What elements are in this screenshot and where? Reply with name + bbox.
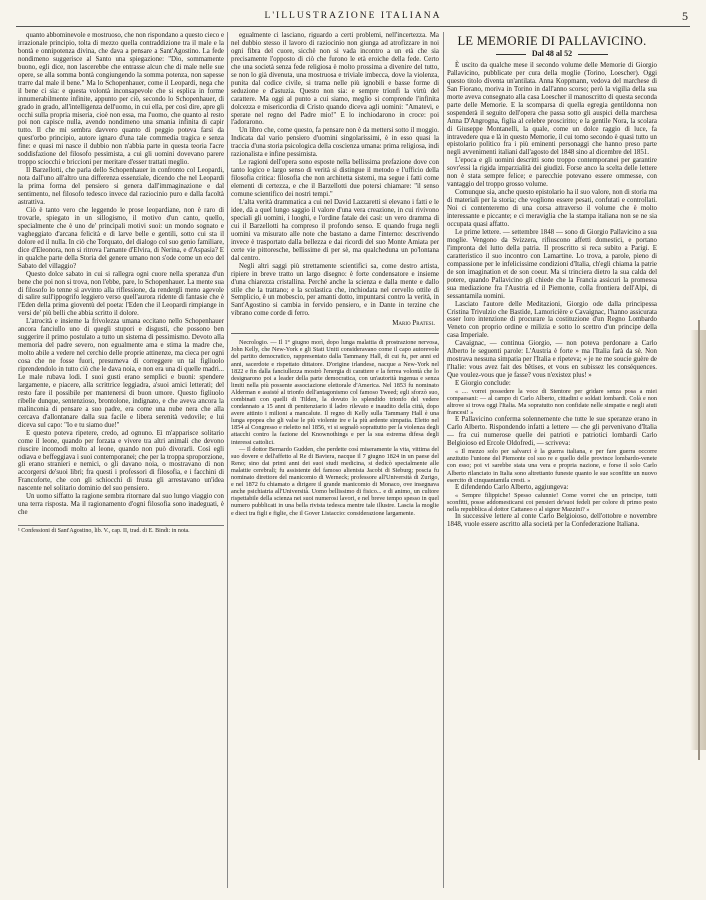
column-rule-2 — [443, 32, 444, 888]
page-number: 5 — [682, 9, 688, 23]
col1-paragraph: L'atrocità e insieme la frivolezza umana eccitano nello Schopenhauer ancora fanciullo uno di quegli stupori e disgusti, che possono ben suggerire il primo postulato a tutto un sistema di pessimismo. Devoto alla memoria del padre severo, non egualmente ama e stima la madre che, molto abile a vedere nel cerchio delle proprie attinenze, ma cieca per ogni cosa che ne fosse fuori, presumeva di correggere un tal figliuolo riprendendolo in tutto ciò che le dava noia, e non era una di quelle madri... Le male rubava lodi. I suoi gusti erano semplici e buoni: spendere largamente, e piacere, alla scrittrice leggiadra, a'suoi amici letterati; del resto fare il possibile per mantenersi di buon umore. Questo figliuolo ribelle dunque, sentenzioso, brontolone, indignato, e che aveva ancora la malinconia di pensare a suo padre, era come una nube nera che alla cercava d'allontanare dalla sua facile e libera serenità vedovile; e lui diceva sul capo: "Io e tu siamo due!" — [18, 318, 224, 429]
footnote: ¹ Confessioni di Sant'Agostino, lib. V., cap. II, trad. di E. Bindi: in nota. — [18, 525, 224, 535]
col1-paragraph: E questo poteva ripetere, credo, ad ognuno. Ei m'apparisce solitario come il leone, quando per forzata e vivere tra altri animali che devono riuscire incomodi molto al leone, quando non può divorarli. Così egli odiava e beffeggiava i suoi contemporanei; che per la troppa sproporzione, gli erano stranieri e nemici, o gli davano noia, o mostravano di non accorgersi de'suoi libri; fra questi i professori di filosofia, e i facchini di Francoforte, che con gli schiocchi di frusta gli arrestavano un'idea nascente nel solitario dominio del suo pensiero. — [18, 429, 224, 493]
col3-paragraph: È uscito da qualche mese il secondo volume delle Memorie di Giorgio Pallavicino, pubblicate per cura della moglie (Torino, Loescher). Oggi questo titolo diventa un'antilata. Anna Koppmann, vedova del marchese di San Fiorano, moriva in Torino in dall'anno scorso; però la vigilia della sua morte aveva consegnato alla casa Loescher il manoscritto di questa seconda parte delle Memorie. E la scomparsa di quella egregia gentildonna non sospenderà il seguito dell'opera che passa sotto gli auspici della marchesa Anna D'Angrogna, figlia al celebre prosciritto; e la gentile Nora, la scolara di Giuseppe Montanelli, la quale, come un dolce raggio di luce, fa intravedere qua e là in questo Memorie, il cui tomo secondo è quasi tutto un epistolario politico fra i più eminenti personaggi che hanno preso parte negli avvenimenti italiani dall'agosto del 1848 sino al dicembre del 1851. — [447, 61, 657, 157]
col3-paragraph: E difendendo Carlo Alberto, aggiungeva: — [455, 483, 569, 491]
article-title: LE MEMORIE DI PALLAVICINO. — [457, 34, 647, 48]
col2-paragraph: Le ragioni dell'opera sono esposte nella bellissima prefazione dove con tanto logico e largo senso di verità si distingue il metodo e l'ufficio della filosofia critica: filosofia che non architetta sistemi, ma segue i fatti come elementi di certezza, e che il Barzellotti due potersi chiamare: "il senso comune scientifico dei nostri tempi." — [231, 159, 439, 199]
col1-paragraph: Questo dolce sabato in cui si rallegra ogni cuore nella speranza d'un bene che poi non si trova, non l'ebbe, pare, lo Schopenhauer. La mente sua di filosofo lo tenne sì avvinto alla riflessione, da rendergli meno agevole di salire sull'ippogrifo leggiero verso quell'aurora ridente di fantasie che è l'Eden della prima gioventù del poeta: l'Eden che il Leopardi rimpiange in versi de' più belli che abbia scritto il dolore. — [18, 270, 224, 318]
page-edge-line — [698, 320, 700, 760]
page-header — [16, 8, 690, 27]
col1-paragraph: Ciò è tanto vero che leggendo le prose leopardiane, non è raro di trovarle, spiegato in un sillogismo, il motivo d'un canto, quello, specialmente che è uno de' principali motivi suoi: un mondo sognato e vagheggiato d'arcana felicità e di larve belle e gentili, sotto cui sta il dolore ed il nulla. In ciò che Torquato, del dialogo col suo genio familiare, dice d'Eleonora, non si ritrova l'amante d'Elvira, di Nerina, e d'Aspasia? E in qualche parte della Storia del genere umano non s'ode come un eco del Sabato del villaggio? — [18, 206, 224, 270]
article-subtitle: Dal 48 al 52 — [447, 50, 657, 58]
necrology-paragraph: — Il dottor Bernardo Gudden, che perdette così miseramente la vita, vittima del suo dovere e dell'affetto al Re di Baviera, nacque il 7 giugno 1824 in un paese del Reno; sino dai primi anni dei suoi studi medicina, si dedicò specialmente alle malattie cerebrali; fu assistente del famoso alienista Jacobi di Sieburg; poscia fu nominato direttore del manicomio di Werneck; professore all'Università di Zurigo, e nel 1872 fu chiamato a dirigere il grande manicomio di Monaco, ove insegnava anche psichiatria all'Università. Uomo bellissimo di fisico... e di animo, un cultore rispettabile della scienza nei suoi numerosi lavori, e nel breve tempo spesso in quel numero pubblicati in una bella rivista tedesca mentre tale illustre. Lascia la moglie e dieci tra figli e figlie, che il Gover Listaccio: considerazione largamente. — [231, 445, 439, 517]
running-head: L'ILLUSTRAZIONE ITALIANA — [264, 11, 442, 21]
column-2 — [231, 32, 439, 517]
col1-paragraph: quanto abbominevole e mostruoso, che non rispondano a questo cieco e irrazionale principio, tolta di mezzo quella contraddizione tra il male e la bontà e onnipotenza divina, che dava a pensare a Sant'Agostino. La fede nondimeno suggerisce al Santo una spiegazione: "Dio, sommamente buono, egli dice, non lascerebbe che entrasse alcun che di male nelle sue opere, se alla somma bontà congiungendo la somma potenza, non sapesse trarre dal male il bene." Ma lo Schopenhauer, come il Leopardi, nega che il bene ci sia: e questa volontà inconsapevole che si esplica in forme innumerabilmente infinite, appunto per ciò, secondo lo Schopenhauer, di grado in grado, all'intelligenza dell'uomo, in cui ella, per così dire, apre gli occhi sulla propria miseria, cioè non essa, ma l'uomo, che quanto al resto poi non capisce nulla, avendo nondimeno una smania infinita di capir tutto. Il che mi sembra davvero quanto di peggio poteva farsi da quest'orbo principio, autore ignaro d'una tale commedia tragica e senza fine: e quasi mi nasce il dubbio non n'abbia parte in questa teoria l'acre soddisfazione del filosofo pessimista, a cui gli uomini dovevano parere troppo sciocchi e briccioni per meritare d'esser trattati meglio. — [18, 32, 224, 167]
col2-paragraph: Negli altri saggi più strettamente scientifici sa, come destro artista, ripiere in breve tratto un largo disegno: è forte condensatore e insieme d'una chiarezza cristallina. Perché anche la scienza e dalla mente e dallo stile che la trattano; e la scolastica che, inchiodata nel cervello ottile di Semplicio, è un mobescio, per amanti dotto, impuntarsi contro la verità, in Sant'Agostino si cambia in fervido pensiero, e in Dante in terzine che vibrano come corde di ferro. — [231, 262, 439, 318]
col3-paragraph: Cavaignac, — continua Giorgio, — non poteva perdonare a Carlo Alberto le seguenti parole: L'Austria è forte » ma l'Italia farà da sè. Non mostrava nessuna simpatia per l'Italia e ripeteva; « je ne me soucie guère de l'Italie: vous avez fait des bêtises, et vous en subissez les conséquences. Que voulez-vous que je fasse? vous n'existez plus! » — [447, 340, 657, 380]
article-signature: Mario Pratesi. — [392, 319, 435, 328]
col3-paragraph: E Giorgio conclude: — [455, 380, 511, 388]
col3-quote: « Il mezzo solo per salvarci è la guerra italiana, e per fare guerra occorre anzitutto l'unione del Piemonte col suo re e quello delle province lombardo-venete con esso; poi vi sarebbe stata una vera e propria nazione, e forse il solo Carlo Alberto rilanciato in Italia sono altrettanto funeste quanto le sue sconfitte un nuovo esercito di cinquantamila cresti. » — [447, 448, 657, 484]
col3-paragraph: In successive lettere al conte Carlo Belgioioso, dell'ottobre e novembre 1848, vuole essere ascritto alla società per la Confederazione Italiana. — [447, 512, 657, 528]
column-3 — [447, 32, 657, 529]
column-rule-1 — [227, 32, 228, 888]
col2-paragraph: Un libro che, come questo, fa pensare non è da mettersi sotto il moggio. Indicata dal vario pensiero d'uomini singolarissimi, è in esso quasi la traccia d'una storia psicologica della coscienza umana: prima religiosa, indi razionalista e infine pessimista. — [231, 127, 439, 159]
col1-paragraph: Un uomo siffatto la ragione sembra ritornare dal suo lungo viaggio con una terra risposta. Ma il ragionamento d'ogni filosofia sono inadeguati, è che — [18, 493, 224, 517]
col2-paragraph: egualmente ci lasciano, riguardo a certi problemi, nell'incertezza. Ma nel dubbio stesso il lavoro di raziocinio non giunga ad atrofizzare in noi ogni fibra del cuore, sicchè non si vada incontro a un età che sia precisamente l'opposto di ciò che furono le età eroiche della fede. Certo che una società senza fede religiosa è molto prossima a divenire del tutto, se non lo già divenuta, una mostruosa e triviale imbecca, dove la violenza, punita dal codice civile, si trama nelle più ignobili e basse forme di seduzione e d'astuzia. Questo non sia: e sempre trionfi la virtù del carattere. Ma oggi al punto a cui siamo, meglio si comprende l'infinita dolcezza e misericordia di Cristo quando diceva agli uomini: "Amatevi, e sperate nel regno del Padre mio!" E lo inchiodarono in croce: poi l'adorarono. — [231, 32, 439, 127]
col3-quote: « .... vorrei possedere la voce di Stentore per gridare senza posa a miei compaesani: — al campo di Carlo Alberto, cittadini e soldati lombardi. Colà e non altrove si trova oggi l'Italia. Ma sopratutto non confidate nelle simpatie e negli aiuti francesi! » — [447, 388, 657, 417]
col3-paragraph: Le prime lettere. — settembre 1848 — sono di Giorgio Pallavicino a sua moglie. Vengono da Svizzera, rifiuscono affetti domestici, e portano l'impronta del lutto della patria. Il proscritto si reca subito a Parigi. E caratteristico il suo incontro con Lamartine. Lo trova, a parole, pieno di compassione per le infelicissime condizioni d'Italia, ch'egli chiama la patrie de son imagination et de son coeur. Ma si trinciera dietro la sua calda del potere, quando Pallavicino gli chiede che la Francia assicuri la promessa sua mediazione fra l'Austria ed il Piemonte, colla frontiera dell'Alpi, di sessantamila uomini. — [447, 228, 657, 300]
necrology-paragraph: Necrologio. — Il 1° giugno morì, dopo lunga malattia di prostrazione nervosa, John Kelly, che New-York e gli Stati Uniti consideravano come il capo autorevole del partito democratico, rappresentato dalla Tammany Hall, di cui fu, per anni ed anni, sacerdote e rispettato dittatore. D'origine irlandese, nacque a New-York nel 1822 e fin dalla fanciullezza mostrò l'energia di carattere e la ferrea volontà che lo designarono poi a leader della parte democratica, con un'autorità ingenua e senza limiti nella più possente associazione elettorale d'America. Nel 1853 fu nominato Alderman e assisté al trionfo dell'antagonismo col famoso Tweed; egli sforzò suo, combinati con quelli di Tilden, la dovuto lo splendido trionfo del vedere condannato a 15 anni di penitenziario il ladro rilevato e inaudito della città, dopo avere attinto i milioni a mancalute. Il regno di Kelly sulla Tammany Hall è una lunga epopea che gli valse le più violente ire e la più ardente simpatia. Eletto nel 1854 al Congresso e rieletto nel 1856, vi si segnalò soprattutto per la violenza degli attacchi contro la fazione del Knownothings e per la sua estrema difesa degli interessi cattolici. — [231, 339, 439, 446]
col3-paragraph: E Pallavicino conferma solennemente che tutte le sue speranze erano in Carlo Alberto. Rispondendo infatti a lettere — che gli pervenivano d'Italia — fra cui numerose quelle dei patrioti e patriotici lombardi Carlo Belgioioso ed Ercole Oldofredi, — scriveva: — [447, 416, 657, 448]
col3-paragraph: Comunque sia, anche questo epistolario ha il suo valore, non di storia ma di materiali per la storia; che vogliono essere pesati, confutati e controllati. Noi ci contenteremo di una corsa attraverso il volume che è molto interessante e piccante; e ci meraviglia che la stampa italiana non se ne sia occupata quasi affatto. — [447, 189, 657, 229]
section-divider — [231, 333, 439, 334]
col1-paragraph: Il Barzellotti, che parla dello Schopenhauer in confronto col Leopardi, nota dall'uno all'altro una differenza essenziale, dicendo che nel Leopardi la prima forma del pensiero si genera dall'immaginazione e dal sentimento, nel filosofo tedesco invece dal raziocinio puro e dalla facoltà astrattiva. — [18, 167, 224, 207]
column-1 — [18, 32, 224, 535]
col3-paragraph: Lasciato l'autore delle Meditazioni, Giorgio ode dalla principessa Cristina Trivulzio che Bastide, Lamoricière e Cavaignac, l'hanno assicurata esser loro intenzione di procurare la costituzione d'un Regno Lombardo Veneto con proprio ordine e milizia e sotto lo scettro d'un principe della casa Imperiale. — [447, 300, 657, 340]
col3-paragraph: L'epoca e gli uomini descritti sono troppo contemporanei per garantire sovr'essi la rigida imparzialità dei giudizi. Forse anco la scelta delle lettere non è stata sempre felice; e parecchie potevano essere ommesse, con vantaggio del troppo grosso volume. — [447, 157, 657, 189]
col2-paragraph: L'alta verità drammatica a cui nel David Lazzaretti si elevano i fatti e le idee, dà a quel lungo saggio il valore d'una vera creazione, in cui rivivono speciali gli uomini, i luoghi, e l'ordine fatale dei casi: un vero dramma di cui il Barzellotti ha compreso il profondo senso. E quando fruga negli uomini va misurato alle note che bastano a darne l'interno: descrivendo invece è trasportato dalla bellezza e dai ricordi del suo Monte Amiata per certe vie pittoresche, bellissime di per sè, ma qualcheduna un po'lontana dal centro. — [231, 199, 439, 262]
col3-quote: « Sempre filippiche! Spesso calunnie! Come vorrei che un principe, tutti sconfitti, posse addomesticarsi coi pensieri de'suoi fedeli per colore di primo posto nella repubblica al dottor Cattaneo o al signor Mazzini? » — [447, 491, 657, 513]
